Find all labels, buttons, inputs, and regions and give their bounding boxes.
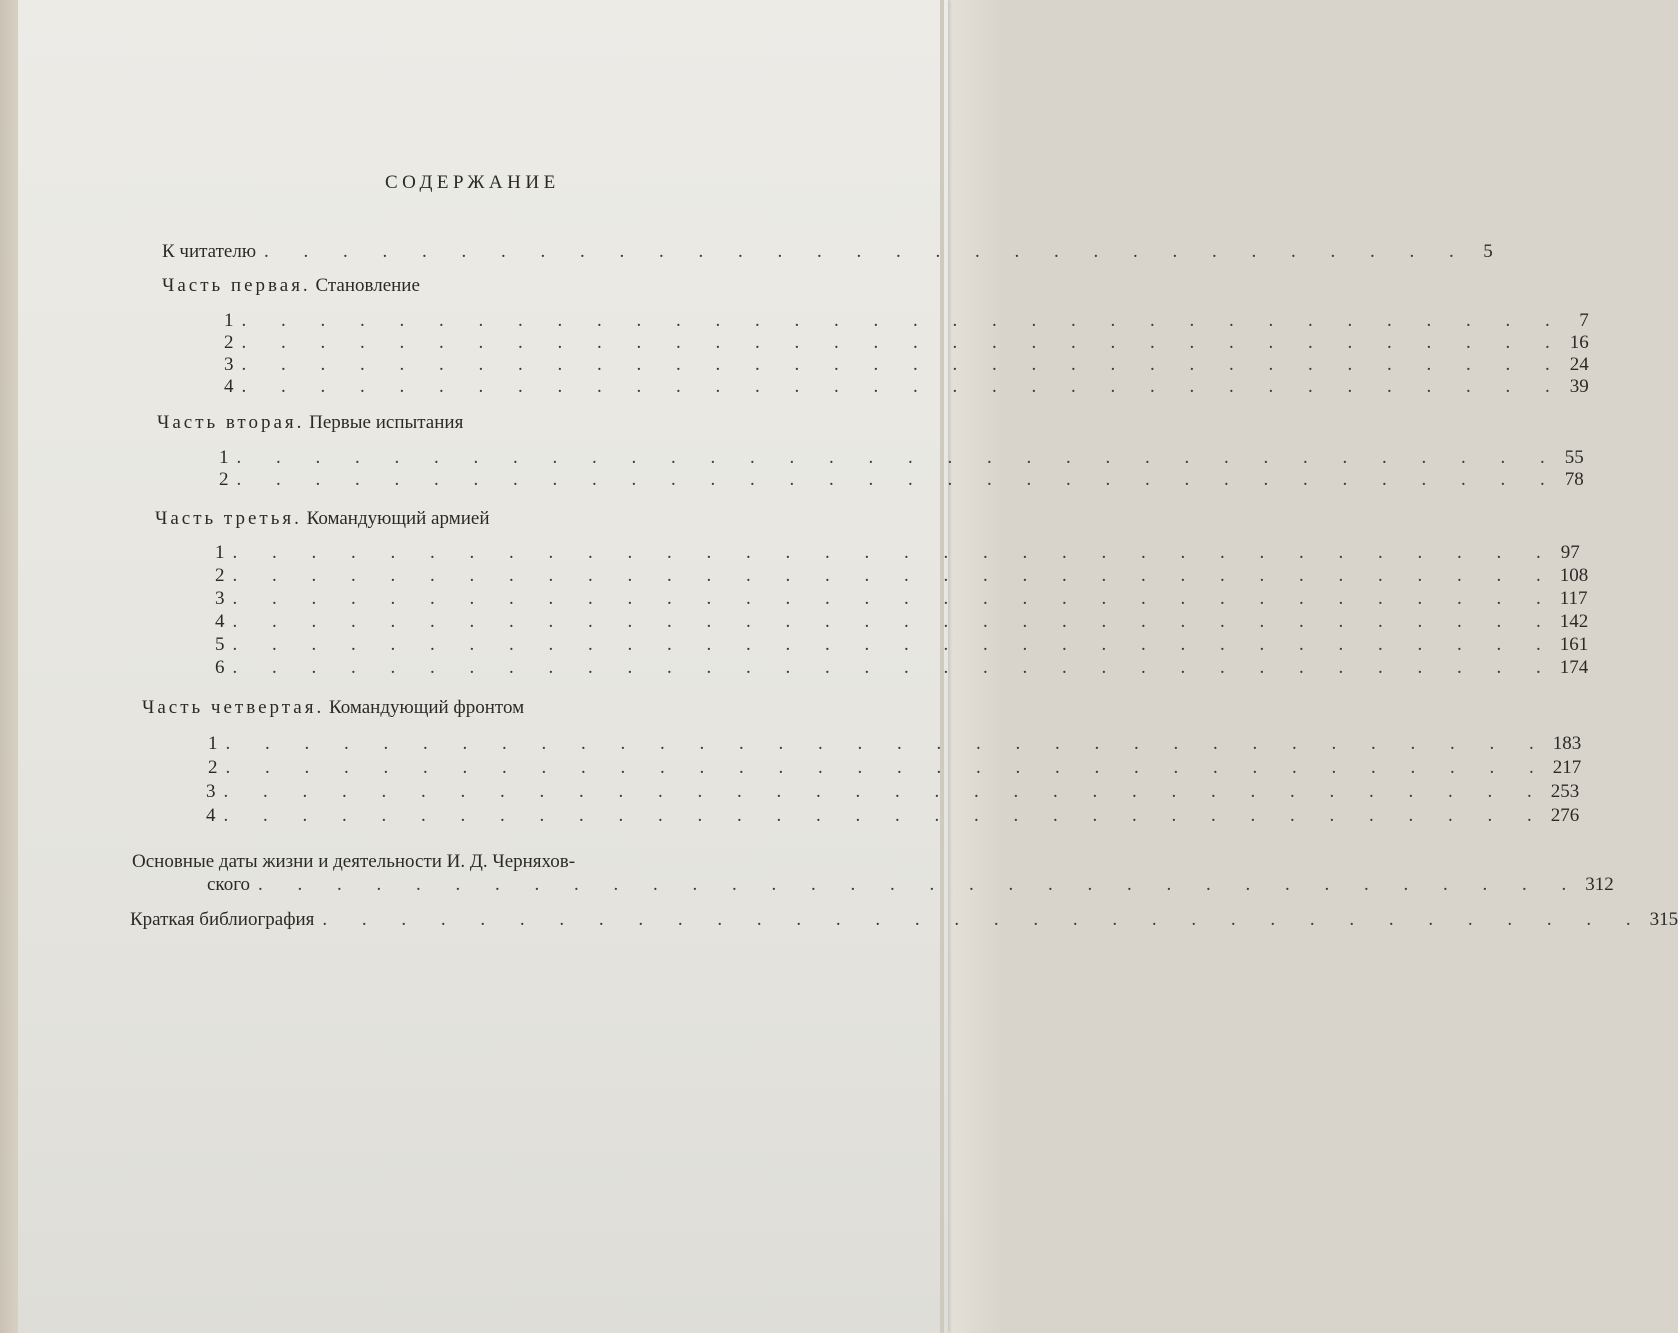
toc-page-number: 39 xyxy=(1569,376,1589,397)
toc-chapter xyxy=(215,633,1589,657)
toc-page-number: 312 xyxy=(1585,874,1614,895)
toc-entry-label: К читателю xyxy=(162,241,257,262)
leader-dots: . . . . . . . . . . . . . . . . . . . . . . . . . . . . . . . . . . xyxy=(241,310,1565,331)
toc-chapter xyxy=(224,375,1589,399)
part-name: Становление xyxy=(315,275,420,296)
toc-page-number: 55 xyxy=(1564,447,1584,468)
leader-dots: . . . . . . . . . . . . . . . . . . . . . . . . . . . . . . . . . . xyxy=(236,469,1560,490)
toc-page-number: 253 xyxy=(1550,781,1580,802)
toc-page-number: 5 xyxy=(1483,241,1493,262)
toc-entry-label: ского xyxy=(207,874,251,895)
part-heading-2 xyxy=(157,411,463,435)
leader-dots: . . . . . . . . . . . . . . . . . . . . . . . . . . . . . . . . . . xyxy=(232,611,1556,632)
toc-page-number: 117 xyxy=(1559,588,1588,609)
chapter-number: 1 xyxy=(215,542,225,563)
toc-chapter xyxy=(215,656,1589,680)
chapter-number: 5 xyxy=(215,634,225,655)
toc-chapter xyxy=(224,309,1589,333)
chapter-number: 3 xyxy=(206,781,216,802)
toc-page-number: 108 xyxy=(1559,565,1589,586)
part-name: Командующий фронтом xyxy=(328,697,525,718)
toc-entry-intro xyxy=(162,240,1493,264)
chapter-number: 4 xyxy=(224,376,234,397)
toc-page-number: 142 xyxy=(1559,611,1589,632)
chapter-number: 4 xyxy=(206,805,216,826)
leader-dots: . . . . . . . . . . . . . . . . . . . . . . . . . . . . . . . . . . xyxy=(232,565,1556,586)
leader-dots: . . . . . . . . . . . . . . . . . . . . . . . . . . . . . . . . . . xyxy=(258,874,1582,895)
toc-chapter xyxy=(224,353,1589,377)
leader-dots: . . . . . . . . . . . . . . . . . . . . . . . . . . . . . . . xyxy=(264,241,1469,262)
toc-chapter xyxy=(215,541,1580,565)
leader-dots: . . . . . . . . . . . . . . . . . . . . . . . . . . . . . . . . . . xyxy=(223,781,1547,802)
chapter-number: 1 xyxy=(208,733,218,754)
toc-entry-bibliography xyxy=(130,908,1678,932)
chapter-number: 1 xyxy=(219,447,229,468)
toc-page-number: 161 xyxy=(1559,634,1589,655)
leader-dots: . . . . . . . . . . . . . . . . . . . . . . . . . . . . . . . . . . xyxy=(241,376,1565,397)
chapter-number: 4 xyxy=(215,611,225,632)
chapter-number: 2 xyxy=(224,332,234,353)
toc-entry-dates-line1: Основные даты жизни и деятельности И. Д. Черняхов- xyxy=(132,851,576,872)
toc-chapter xyxy=(219,446,1584,470)
chapter-number: 1 xyxy=(224,310,234,331)
page-title: СОДЕРЖАНИЕ xyxy=(385,172,560,193)
part-heading-1 xyxy=(162,274,420,298)
leader-dots: . . . . . . . . . . . . . . . . . . . . . . . . . . . . . . . . . . xyxy=(225,733,1549,754)
toc-chapter xyxy=(206,804,1580,828)
toc-chapter xyxy=(215,564,1589,588)
part-name: Первые испытания xyxy=(309,412,464,433)
leader-dots: . . . . . . . . . . . . . . . . . . . . . . . . . . . . . . . . . . xyxy=(223,805,1547,826)
toc-page-number: 183 xyxy=(1552,733,1582,754)
toc-page-number: 16 xyxy=(1569,332,1589,353)
leader-dots: . . . . . . . . . . . . . . . . . . . . . . . . . . . . . . . . . . xyxy=(225,757,1549,778)
toc-chapter xyxy=(208,732,1582,756)
toc-chapter xyxy=(224,331,1589,355)
leader-dots: . . . . . . . . . . . . . . . . . . . . . . . . . . . . . . . . . . xyxy=(236,447,1560,468)
toc-page-number: 276 xyxy=(1550,805,1580,826)
toc-page-number: 97 xyxy=(1560,542,1580,563)
toc-chapter xyxy=(208,756,1582,780)
toc-chapter xyxy=(215,587,1588,611)
part-heading-3 xyxy=(155,507,489,531)
toc-chapter xyxy=(215,610,1589,634)
leader-dots: . . . . . . . . . . . . . . . . . . . . . . . . . . . . . . . . . . xyxy=(232,588,1556,609)
part-word: Часть четвертая. xyxy=(142,697,325,718)
toc-page-number: 217 xyxy=(1552,757,1582,778)
toc-page-number: 24 xyxy=(1569,354,1589,375)
leader-dots: . . . . . . . . . . . . . . . . . . . . . . . . . . . . . . . . . . xyxy=(232,657,1556,678)
toc-page-number: 315 xyxy=(1649,909,1678,930)
part-heading-4 xyxy=(142,696,524,720)
part-word: Часть первая. xyxy=(162,275,311,296)
chapter-number: 3 xyxy=(215,588,225,609)
part-word: Часть третья. xyxy=(155,508,302,529)
chapter-number: 3 xyxy=(224,354,234,375)
toc-chapter xyxy=(206,780,1580,804)
toc-chapter xyxy=(219,468,1584,492)
toc-entry-dates xyxy=(207,873,1614,897)
part-word: Часть вторая. xyxy=(157,412,305,433)
leader-dots: . . . . . . . . . . . . . . . . . . . . . . . . . . . . . . . . . . xyxy=(241,354,1565,375)
leader-dots: . . . . . . . . . . . . . . . . . . . . . . . . . . . . . . . . . . xyxy=(322,909,1646,930)
chapter-number: 2 xyxy=(215,565,225,586)
leader-dots: . . . . . . . . . . . . . . . . . . . . . . . . . . . . . . . . . . xyxy=(241,332,1565,353)
toc-page-number: 7 xyxy=(1579,310,1589,331)
chapter-number: 6 xyxy=(215,657,225,678)
leader-dots: . . . . . . . . . . . . . . . . . . . . . . . . . . . . . . . . . . xyxy=(232,634,1556,655)
toc-page-number: 174 xyxy=(1559,657,1589,678)
toc-page-number: 78 xyxy=(1564,469,1584,490)
chapter-number: 2 xyxy=(219,469,229,490)
leader-dots: . . . . . . . . . . . . . . . . . . . . . . . . . . . . . . . . . . xyxy=(232,542,1556,563)
part-name: Командующий армией xyxy=(306,508,490,529)
chapter-number: 2 xyxy=(208,757,218,778)
toc-entry-label: Краткая библиография xyxy=(130,909,315,930)
